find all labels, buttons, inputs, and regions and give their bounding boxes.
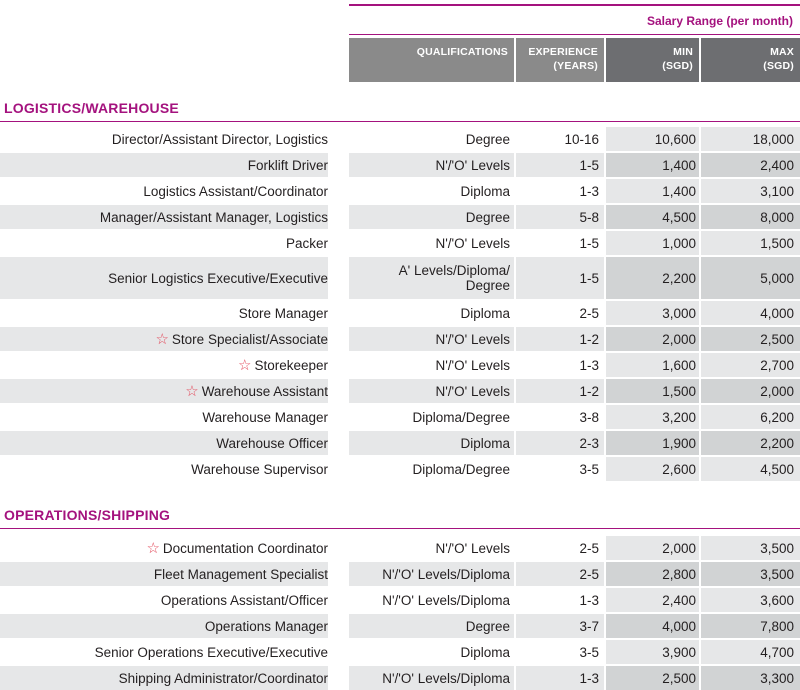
job-title: Store Manager [238,305,328,321]
max-salary-cell [701,153,800,177]
max-salary-value: 2,700 [760,357,794,373]
salary-range-rule [349,34,800,35]
min-salary-value: 2,600 [662,461,696,477]
experience-cell [516,405,604,429]
qualification-cell [349,327,514,351]
table-row [0,257,800,299]
table-row [0,640,800,664]
min-salary-cell [606,666,699,690]
job-title: Documentation Coordinator [162,540,328,556]
min-salary-value: 3,900 [662,644,696,660]
qualification-line: Degree [465,278,510,293]
job-title: Operations Manager [204,618,328,634]
qualification-text: Degree [465,209,510,225]
salary-range-label: Salary Range (per month) [646,14,793,28]
experience-cell [516,640,604,664]
min-salary-cell [606,301,699,325]
experience-cell [516,457,604,481]
max-salary-cell [701,588,800,612]
experience-cell [516,327,604,351]
max-salary-value: 18,000 [752,131,794,147]
experience-value: 3-8 [579,409,599,425]
section-rule [0,528,800,529]
job-title-cell [0,614,328,638]
experience-cell [516,301,604,325]
qualification-text: N'/'O' Levels [435,157,510,173]
min-salary-value: 2,000 [662,331,696,347]
table-row [0,457,800,481]
experience-value: 5-8 [579,209,599,225]
job-title-cell [0,379,328,403]
table-row [0,379,800,403]
max-salary-value: 7,800 [760,618,794,634]
qualification-text: Diploma [460,305,510,321]
table-row [0,536,800,560]
experience-value: 1-3 [579,670,599,686]
experience-value: 3-5 [579,461,599,477]
experience-value: 10-16 [564,131,599,147]
qualification-cell [349,562,514,586]
min-salary-cell [606,127,699,151]
qualification-text: N'/'O' Levels/Diploma [382,566,510,582]
qualification-text: Diploma/Degree [412,409,510,425]
job-title-cell [0,179,328,203]
qualification-cell [349,536,514,560]
job-title-cell [0,257,328,299]
col-header-max: MAX (SGD) [701,38,800,82]
experience-value: 2-5 [579,540,599,556]
job-title: Fleet Management Specialist [153,566,328,582]
min-salary-value: 1,500 [662,383,696,399]
job-title-cell [0,666,328,690]
max-salary-cell [701,666,800,690]
min-salary-cell [606,405,699,429]
experience-value: 1-3 [579,183,599,199]
job-title-cell [0,536,328,560]
min-salary-value: 2,800 [662,566,696,582]
min-salary-cell [606,536,699,560]
max-salary-cell [701,640,800,664]
min-salary-cell [606,205,699,229]
section-rule [0,121,800,122]
max-salary-cell [701,536,800,560]
qualification-text: Degree [465,618,510,634]
max-salary-value: 3,500 [760,540,794,556]
job-title-cell [0,327,328,351]
qualification-text: N'/'O' Levels [435,331,510,347]
experience-cell [516,379,604,403]
min-salary-cell [606,153,699,177]
experience-value: 2-5 [579,305,599,321]
table-row [0,327,800,351]
experience-value: 1-2 [579,331,599,347]
max-salary-cell [701,205,800,229]
experience-cell [516,153,604,177]
max-salary-value: 2,000 [760,383,794,399]
experience-cell [516,614,604,638]
max-salary-value: 2,400 [760,157,794,173]
job-title: Senior Logistics Executive/Executive [108,270,328,286]
max-salary-value: 6,200 [760,409,794,425]
job-title: Operations Assistant/Officer [160,592,328,608]
experience-value: 1-3 [579,357,599,373]
experience-cell [516,536,604,560]
table-row [0,562,800,586]
experience-value: 3-5 [579,644,599,660]
job-title: Warehouse Assistant [201,383,328,399]
qualification-text: N'/'O' Levels [435,540,510,556]
min-salary-value: 1,400 [662,157,696,173]
job-title-cell [0,127,328,151]
max-salary-cell [701,231,800,255]
job-title: Store Specialist/Associate [171,331,328,347]
experience-cell [516,231,604,255]
job-title-cell [0,431,328,455]
job-title-cell [0,640,328,664]
min-salary-cell [606,562,699,586]
qualification-text: Diploma [460,183,510,199]
col-header-experience: EXPERIENCE (YEARS) [516,38,604,82]
table-row [0,205,800,229]
job-title-cell [0,231,328,255]
job-title: Forklift Driver [247,157,328,173]
max-salary-cell [701,457,800,481]
job-title: Senior Operations Executive/Executive [94,644,328,660]
min-salary-cell [606,231,699,255]
qualification-cell [349,179,514,203]
experience-value: 1-5 [579,235,599,251]
min-salary-value: 3,000 [662,305,696,321]
min-salary-value: 1,900 [662,435,696,451]
qualification-cell [349,231,514,255]
job-title: Warehouse Officer [216,435,328,451]
qualification-text: N'/'O' Levels/Diploma [382,670,510,686]
table-row [0,431,800,455]
qualification-text: N'/'O' Levels [435,383,510,399]
star-icon: ☆ [185,383,199,400]
star-icon: ☆ [238,357,252,374]
min-salary-cell [606,457,699,481]
min-salary-cell [606,257,699,299]
min-salary-value: 10,600 [654,131,696,147]
job-title: Logistics Assistant/Coordinator [143,183,328,199]
qualification-text: N'/'O' Levels [435,235,510,251]
experience-cell [516,562,604,586]
top-rule [349,4,800,6]
qualification-cell [349,588,514,612]
min-salary-value: 1,600 [662,357,696,373]
max-salary-cell [701,379,800,403]
max-salary-value: 2,500 [760,331,794,347]
max-salary-value: 3,300 [760,670,794,686]
min-salary-cell [606,640,699,664]
qualification-text: N'/'O' Levels [435,357,510,373]
job-title: Shipping Administrator/Coordinator [118,670,328,686]
job-title: Warehouse Supervisor [191,461,328,477]
max-salary-value: 4,000 [760,305,794,321]
min-salary-value: 3,200 [662,409,696,425]
table-row [0,301,800,325]
max-salary-cell [701,562,800,586]
job-title-cell [0,405,328,429]
min-salary-cell [606,588,699,612]
experience-cell [516,666,604,690]
qualification-text: N'/'O' Levels/Diploma [382,592,510,608]
min-salary-cell [606,614,699,638]
experience-cell [516,353,604,377]
qualification-text: Diploma/Degree [412,461,510,477]
min-salary-cell [606,353,699,377]
min-salary-value: 2,400 [662,592,696,608]
experience-cell [516,127,604,151]
qualification-cell [349,257,514,299]
qualification-text: Diploma [460,644,510,660]
max-salary-cell [701,614,800,638]
section-title-operations: OPERATIONS/SHIPPING [4,507,171,523]
qualification-cell [349,405,514,429]
min-salary-value: 1,000 [662,235,696,251]
star-icon: ☆ [146,540,160,557]
qualification-text: Diploma [460,435,510,451]
job-title-cell [0,588,328,612]
job-title: Packer [285,235,328,251]
experience-cell [516,205,604,229]
table-row [0,614,800,638]
col-header-qualifications: QUALIFICATIONS [349,38,514,82]
max-salary-value: 2,200 [760,435,794,451]
table-row [0,353,800,377]
table-row [0,405,800,429]
max-salary-value: 8,000 [760,209,794,225]
job-title: Director/Assistant Director, Logistics [111,131,328,147]
max-salary-value: 5,000 [760,270,794,286]
col-header-min: MIN (SGD) [606,38,699,82]
min-salary-value: 1,400 [662,183,696,199]
min-salary-value: 2,500 [662,670,696,686]
qualification-cell [349,153,514,177]
star-icon: ☆ [155,331,169,348]
qualification-cell [349,353,514,377]
experience-value: 2-5 [579,566,599,582]
job-title-cell [0,301,328,325]
experience-value: 1-3 [579,592,599,608]
job-title: Warehouse Manager [202,409,328,425]
experience-value: 1-5 [579,157,599,173]
min-salary-cell [606,431,699,455]
max-salary-cell [701,301,800,325]
max-salary-cell [701,353,800,377]
experience-value: 2-3 [579,435,599,451]
min-salary-cell [606,379,699,403]
qualification-text: Degree [465,131,510,147]
max-salary-cell [701,327,800,351]
min-salary-value: 4,000 [662,618,696,634]
max-salary-value: 3,100 [760,183,794,199]
min-salary-value: 2,000 [662,540,696,556]
max-salary-value: 4,500 [760,461,794,477]
min-salary-value: 2,200 [662,270,696,286]
qualification-line: A' Levels/Diploma/ [398,263,510,278]
qualification-cell [349,614,514,638]
qualification-cell [349,127,514,151]
qualification-text [399,263,510,293]
table-row [0,588,800,612]
table-row [0,127,800,151]
qualification-cell [349,640,514,664]
qualification-cell [349,301,514,325]
job-title-cell [0,205,328,229]
max-salary-cell [701,405,800,429]
table-row [0,666,800,690]
experience-cell [516,179,604,203]
max-salary-value: 3,600 [760,592,794,608]
job-title: Manager/Assistant Manager, Logistics [99,209,328,225]
table-row [0,153,800,177]
max-salary-cell [701,431,800,455]
min-salary-value: 4,500 [662,209,696,225]
experience-value: 3-7 [579,618,599,634]
table-row [0,231,800,255]
qualification-cell [349,205,514,229]
job-title-cell [0,153,328,177]
max-salary-cell [701,257,800,299]
qualification-cell [349,666,514,690]
job-title-cell [0,457,328,481]
experience-cell [516,257,604,299]
qualification-cell [349,431,514,455]
max-salary-value: 3,500 [760,566,794,582]
min-salary-cell [606,179,699,203]
max-salary-cell [701,127,800,151]
max-salary-value: 4,700 [760,644,794,660]
experience-value: 1-2 [579,383,599,399]
experience-value: 1-5 [579,270,599,286]
qualification-cell [349,379,514,403]
table-row [0,179,800,203]
job-title-cell [0,562,328,586]
max-salary-cell [701,179,800,203]
experience-cell [516,431,604,455]
qualification-cell [349,457,514,481]
job-title: Storekeeper [254,357,328,373]
section-title-logistics: LOGISTICS/WAREHOUSE [4,100,179,116]
max-salary-value: 1,500 [760,235,794,251]
min-salary-cell [606,327,699,351]
job-title-cell [0,353,328,377]
experience-cell [516,588,604,612]
